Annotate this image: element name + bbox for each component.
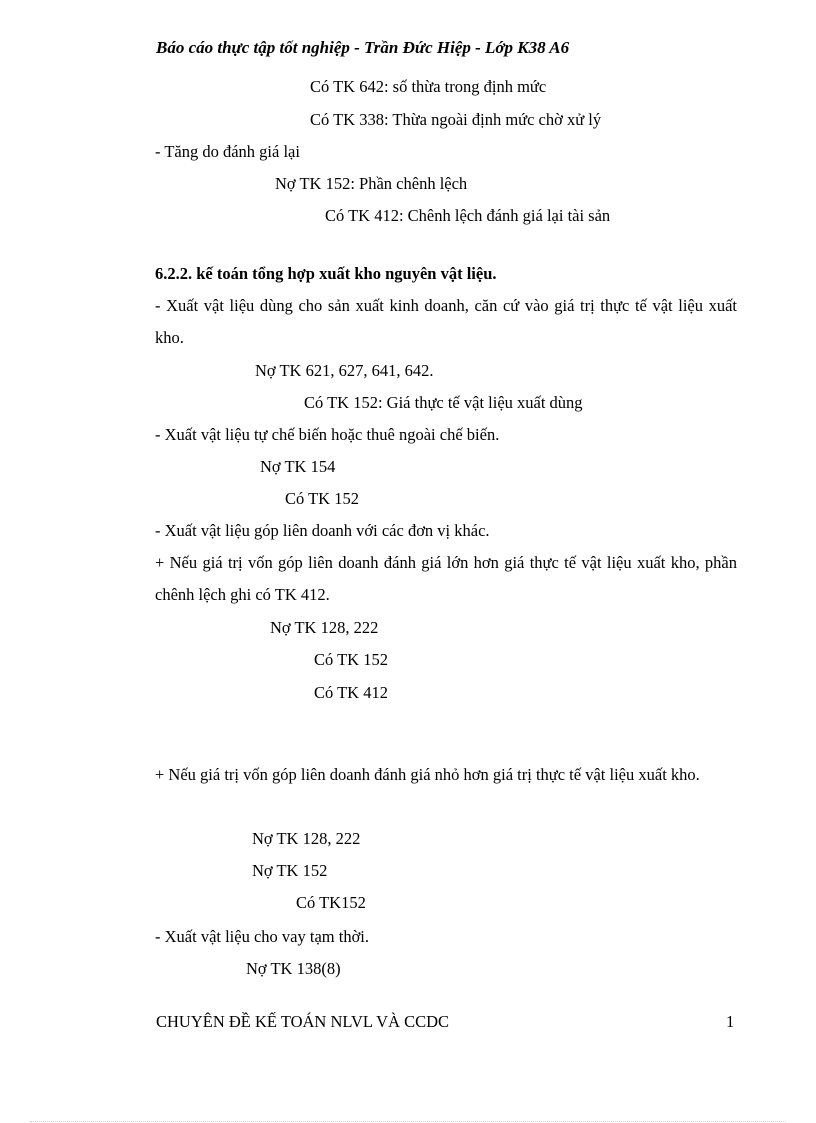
paragraph: + Nếu giá trị vốn góp liên doanh đánh giá nhỏ hơn giá trị thực tế vật liệu xuất kho. bbox=[155, 765, 700, 784]
page-bottom-border bbox=[30, 1121, 786, 1122]
text-line: Nợ TK 621, 627, 641, 642. bbox=[255, 361, 434, 380]
text-line: Nợ TK 138(8) bbox=[246, 959, 341, 978]
page-header: Báo cáo thực tập tốt nghiệp - Trần Đức Hiệp - Lớp K38 A6 bbox=[156, 38, 570, 57]
text-line: Nợ TK 154 bbox=[260, 457, 336, 476]
text-line: Có TK 152 bbox=[314, 650, 388, 669]
text-line: - Xuất vật liệu tự chế biến hoặc thuê ngoài chế biến. bbox=[155, 425, 500, 444]
section-heading: 6.2.2. kế toán tổng hợp xuất kho nguyên vật liệu. bbox=[155, 264, 497, 283]
paragraph: + Nếu giá trị vốn góp liên doanh đánh giá lớn hơn giá thực tế vật liệu xuất kho, phần chênh lệch ghi có TK 412. bbox=[155, 553, 737, 604]
text-line: Có TK 152 bbox=[285, 489, 359, 508]
footer-title: CHUYÊN ĐỀ KẾ TOÁN NLVL VÀ CCDC bbox=[156, 1012, 450, 1031]
page-number: 1 bbox=[726, 1012, 735, 1031]
text-line: Có TK 412: Chênh lệch đánh giá lại tài sản bbox=[325, 206, 611, 225]
text-line: Nợ TK 128, 222 bbox=[270, 618, 379, 637]
text-line: Nợ TK 152: Phần chênh lệch bbox=[275, 174, 468, 193]
text-line: - Xuất vật liệu cho vay tạm thời. bbox=[155, 927, 370, 946]
text-line: Có TK152 bbox=[296, 893, 366, 912]
text-line: - Tăng do đánh giá lại bbox=[155, 142, 300, 161]
text-line: Có TK 338: Thừa ngoài định mức chờ xử lý bbox=[310, 110, 602, 129]
paragraph: - Xuất vật liệu dùng cho sản xuất kinh doanh, căn cứ vào giá trị thực tế vật liệu xuất kho. bbox=[155, 296, 737, 347]
text-line: - Xuất vật liệu góp liên doanh với các đơn vị khác. bbox=[155, 521, 490, 540]
text-line: Nợ TK 152 bbox=[252, 861, 328, 880]
text-line: Có TK 412 bbox=[314, 683, 388, 702]
text-line: Nợ TK 128, 222 bbox=[252, 829, 361, 848]
text-line: Có TK 642: số thừa trong định mức bbox=[310, 77, 547, 96]
text-line: Có TK 152: Giá thực tế vật liệu xuất dùng bbox=[304, 393, 583, 412]
